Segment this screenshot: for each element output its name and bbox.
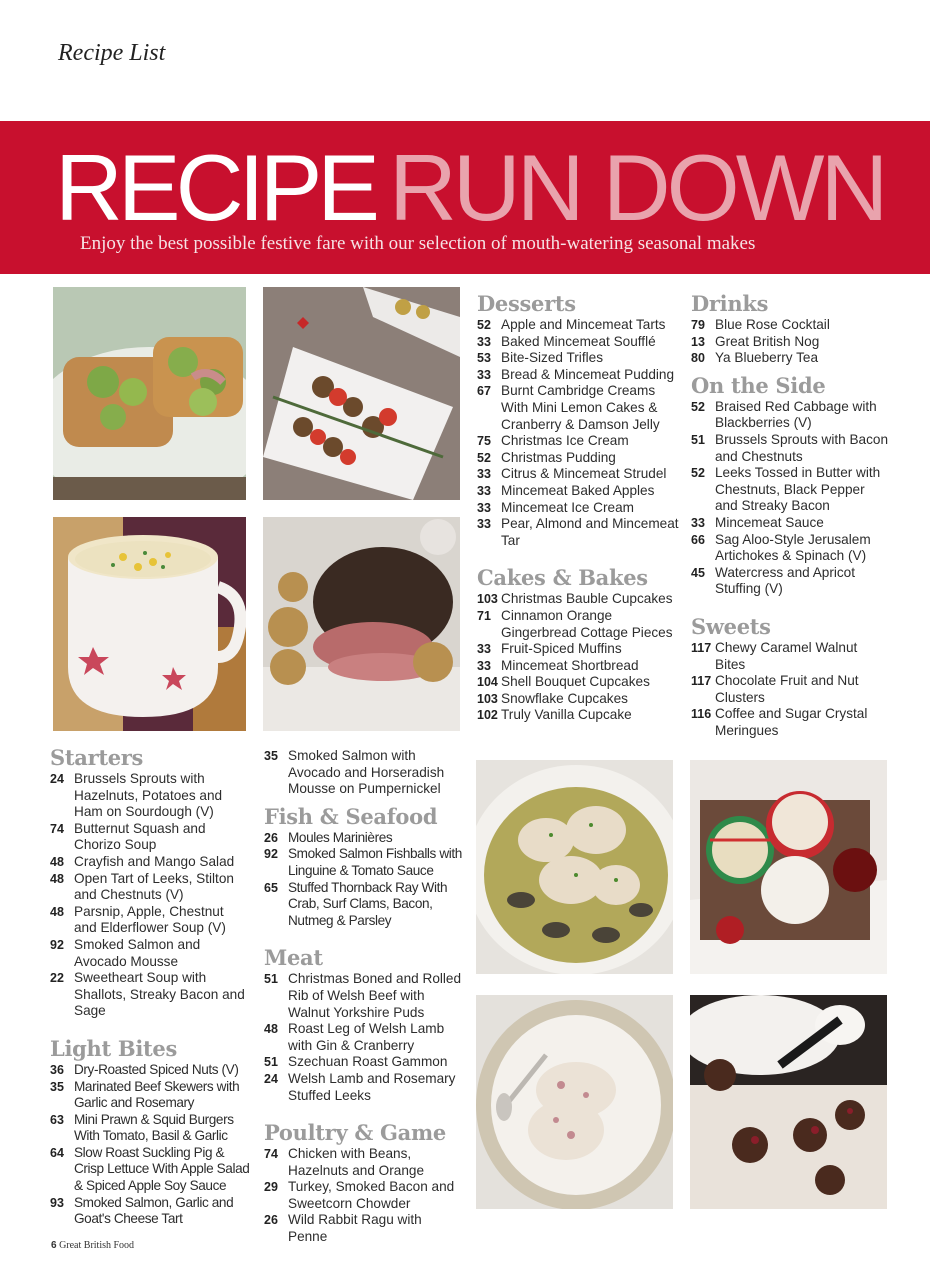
poultry-list [264,1146,464,1246]
recipe-name: Burnt Cambridge Creams With Mini Lemon Cakes & Cranberry & Damson Jelly [501,383,660,432]
recipe-page-number: 53 [477,351,491,366]
column-drinks-side-sweets [691,291,891,739]
recipe-page-number: 45 [691,565,705,580]
recipe-item [691,465,891,515]
recipe-name: Mini Prawn & Squid Burgers With Tomato, Basil & Garlic [74,1111,234,1144]
column-desserts-cakes [477,291,682,724]
recipe-page-number: 33 [691,515,705,530]
recipe-page-number: 48 [264,1022,278,1037]
recipe-page-number: 104 [477,675,498,690]
recipe-item [477,641,682,658]
recipe-name: Watercress and Apricot Stuffing (V) [715,564,856,597]
recipe-name: Sweetheart Soup with Shallots, Streaky Bacon and Sage [74,970,245,1019]
recipe-page-number: 33 [477,367,491,382]
recipe-name: Mincemeat Sauce [715,514,824,530]
recipe-name: Great British Nog [715,333,820,349]
category-fish-seafood: Fish & Seafood [264,803,438,829]
sweets-list [691,640,891,740]
recipe-page-number: 48 [50,871,64,886]
recipe-page-number: 80 [691,351,705,366]
recipe-item [691,673,891,706]
page-number: 6 [51,1240,57,1251]
recipe-item [477,658,682,675]
recipe-page-number: 102 [477,708,498,723]
recipe-page-number: 33 [477,467,491,482]
recipe-item [50,854,250,871]
recipe-page-number: 103 [477,592,498,607]
recipe-item [50,904,250,937]
category-on-the-side: On the Side [691,372,826,398]
recipe-name: Blue Rose Cocktail [715,317,830,332]
recipe-name: Chicken with Beans, Hazelnuts and Orange [288,1146,425,1178]
recipe-name: Christmas Bauble Cupcakes [501,591,673,607]
recipe-item [477,450,682,467]
recipe-item [264,1179,464,1212]
recipe-page-number: 33 [477,517,491,532]
recipe-name: Brussels Sprouts with Hazelnuts, Potatoes and Ham on Sourdough (V) [74,771,223,820]
desserts-list [477,317,682,549]
recipe-item [264,748,464,798]
recipe-page-number: 74 [50,821,64,836]
recipe-name: Christmas Pudding [501,449,616,465]
recipe-item [50,1062,250,1079]
recipe-item [477,691,682,708]
recipe-page-number: 26 [264,1213,278,1228]
recipe-page-number: 52 [477,450,491,465]
recipe-name: Slow Roast Suckling Pig & Crisp Lettuce With Apple Salad & Spiced Apple Soy Sauce [74,1144,250,1194]
recipe-name: Mincemeat Shortbread [501,657,639,673]
recipe-page-number: 29 [264,1180,278,1195]
recipe-item [691,399,891,432]
recipe-page-number: 22 [50,971,64,986]
recipe-name: Christmas Boned and Rolled Rib of Welsh Beef with Walnut Yorkshire Puds [288,971,462,1020]
recipe-page-number: 51 [264,972,278,987]
recipe-page-number: 48 [50,854,64,869]
recipe-item [50,871,250,904]
recipe-page-number: 48 [50,904,64,919]
recipe-item [477,674,682,691]
recipe-page-number: 117 [691,674,712,689]
recipe-item [50,1079,250,1112]
recipe-page-number: 103 [477,691,498,706]
recipe-name: Smoked Salmon with Avocado and Horseradish Mousse on Pumpernickel [288,748,445,797]
page-subtitle: Enjoy the best possible festive fare with our selection of mouth-watering seasonal makes [80,233,756,254]
photo-chowder [53,517,246,731]
photo-cupcakes [690,760,887,974]
recipe-page-number: 93 [50,1195,64,1210]
recipe-name: Brussels Sprouts with Bacon and Chestnuts [715,431,889,464]
recipe-name: Baked Mincemeat Soufflé [501,333,656,349]
recipe-name: Stuffed Thornback Ray With Crab, Surf Clams, Bacon, Nutmeg & Parsley [288,879,448,928]
drinks-list [691,317,891,367]
recipe-item [691,317,891,334]
recipe-page-number: 52 [691,399,705,414]
category-cakes-bakes: Cakes & Bakes [477,565,648,591]
starters-list [50,771,250,1020]
recipe-name: Braised Red Cabbage with Blackberries (V) [715,398,877,431]
category-desserts: Desserts [477,291,576,316]
recipe-item [691,706,891,739]
column-fish-meat-poultry [264,748,464,1246]
side-list [691,399,891,598]
recipe-item [50,937,250,970]
recipe-name: Dry-Roasted Spiced Nuts (V) [74,1061,239,1077]
recipe-item [477,608,682,641]
recipe-item [477,591,682,608]
recipe-item [264,1146,464,1179]
photo-skewers [263,287,460,500]
recipe-name: Turkey, Smoked Bacon and Sweetcorn Chowder [288,1179,455,1211]
category-sweets: Sweets [691,613,771,639]
recipe-name: Mincemeat Ice Cream [501,499,634,515]
recipe-page-number: 64 [50,1145,64,1160]
recipe-item [264,880,464,930]
recipe-name: Marinated Beef Skewers with Garlic and Rosemary [74,1078,240,1111]
recipe-item [50,1145,250,1195]
recipe-item [264,971,464,1021]
recipe-page-number: 66 [691,532,705,547]
recipe-name: Mincemeat Baked Apples [501,482,655,498]
recipe-name: Snowflake Cupcakes [501,690,628,706]
recipe-page-number: 116 [691,707,712,722]
recipe-item [50,821,250,854]
recipe-page-number: 33 [477,658,491,673]
recipe-item [477,466,682,483]
recipe-item [477,500,682,517]
recipe-name: Leeks Tossed in Butter with Chestnuts, Black Pepper and Streaky Bacon [715,465,881,514]
recipe-name: Parsnip, Apple, Chestnut and Elderflower Soup (V) [74,903,226,936]
page-footer [51,1240,134,1251]
recipe-page-number: 79 [691,318,705,332]
recipe-name: Crayfish and Mango Salad [74,853,235,869]
recipe-name: Smoked Salmon, Garlic and Goat's Cheese Tart [74,1194,234,1227]
recipe-item [477,707,682,724]
recipe-page-number: 52 [691,466,705,481]
recipe-item [691,432,891,465]
recipe-item [477,433,682,450]
recipe-page-number: 117 [691,640,712,655]
recipe-item [691,350,891,367]
recipe-item [50,1112,250,1145]
recipe-page-number: 35 [50,1079,64,1094]
title-secondary: RUN DOWN [388,135,885,240]
recipe-page-number: 24 [50,772,64,786]
recipe-page-number: 36 [50,1062,64,1077]
recipe-name: Christmas Ice Cream [501,433,629,449]
recipe-page-number: 33 [477,334,491,349]
recipe-item [50,771,250,821]
recipe-name: Welsh Lamb and Rosemary Stuffed Leeks [288,1070,456,1103]
recipe-name: Ya Blueberry Tea [715,350,819,366]
recipe-item [477,317,682,334]
recipe-page-number: 33 [477,483,491,498]
recipe-item [477,350,682,367]
recipe-name: Szechuan Roast Gammon [288,1054,448,1070]
recipe-page-number: 35 [264,749,278,763]
magazine-name: Great British Food [59,1240,135,1251]
recipe-item [477,334,682,351]
fish-list [264,830,464,930]
recipe-item [691,640,891,673]
recipe-name: Smoked Salmon and Avocado Mousse [74,936,201,969]
recipe-page-number: 33 [477,500,491,515]
recipe-item [691,515,891,532]
photo-chocolate-clusters [690,995,887,1209]
recipe-name: Wild Rabbit Ragu with Penne [288,1212,422,1245]
recipe-name: Open Tart of Leeks, Stilton and Chestnuts (V) [74,870,234,903]
recipe-item [264,1054,464,1071]
recipe-name: Coffee and Sugar Crystal Meringues [715,706,868,738]
page-title [55,135,885,240]
recipe-name: Citrus & Mincemeat Strudel [501,466,667,482]
recipe-name: Shell Bouquet Cupcakes [501,674,650,690]
column-starters-lightbites [50,745,250,1228]
recipe-page-number: 74 [264,1147,278,1162]
recipe-name: Chocolate Fruit and Nut Clusters [715,673,859,705]
recipe-item [477,383,682,433]
category-drinks: Drinks [691,291,769,316]
recipe-page-number: 51 [691,432,705,447]
recipe-item [264,1021,464,1054]
starters-cont-list [264,748,464,798]
recipe-page-number: 67 [477,384,491,399]
recipe-item [264,1071,464,1104]
photo-seafood-bowl [476,760,673,974]
recipe-page-number: 63 [50,1112,64,1127]
recipe-name: Pear, Almond and Mincemeat Tar [501,516,679,548]
recipe-name: Sag Aloo-Style Jerusalem Artichokes & Spinach (V) [715,531,871,564]
recipe-page-number: 92 [50,937,64,952]
category-meat: Meat [264,945,323,971]
recipe-item [264,846,464,879]
photo-sprouts-toast [53,287,246,500]
recipe-page-number: 26 [264,830,278,845]
recipe-page-number: 92 [264,847,278,862]
recipe-item [264,1212,464,1245]
recipe-page-number: 24 [264,1071,278,1086]
category-starters: Starters [50,745,144,770]
recipe-item [691,565,891,598]
recipe-page-number: 71 [477,608,491,623]
recipe-item [691,532,891,565]
recipe-page-number: 75 [477,434,491,449]
recipe-item [50,1195,250,1228]
recipe-name: Roast Leg of Welsh Lamb with Gin & Cranberry [288,1021,445,1053]
recipe-item [477,367,682,384]
category-poultry-game: Poultry & Game [264,1120,446,1146]
recipe-page-number: 33 [477,642,491,657]
recipe-name: Bite-Sized Trifles [501,350,603,366]
recipe-item [477,516,682,549]
cakes-list [477,591,682,724]
category-light-bites: Light Bites [50,1035,178,1061]
photo-roast-beef [263,517,460,731]
recipe-name: Fruit-Spiced Muffins [501,641,622,657]
recipe-name: Butternut Squash and Chorizo Soup [74,820,206,853]
recipe-name: Bread & Mincemeat Pudding [501,366,675,382]
recipe-item [477,483,682,500]
recipe-name: Smoked Salmon Fishballs with Linguine & Tomato Sauce [288,846,462,878]
recipe-page-number: 52 [477,318,491,332]
photo-meringue [476,995,673,1209]
title-primary: RECIPE [55,135,375,240]
recipe-page-number: 13 [691,334,705,349]
recipe-name: Cinnamon Orange Gingerbread Cottage Pieces [501,607,673,640]
light-bites-list [50,1062,250,1228]
recipe-name: Apple and Mincemeat Tarts [501,317,666,332]
meat-list [264,971,464,1104]
recipe-item [50,970,250,1020]
recipe-item [691,334,891,351]
recipe-name: Moules Marinières [288,829,393,845]
section-label: Recipe List [58,40,166,66]
recipe-item [264,830,464,847]
recipe-name: Chewy Caramel Walnut Bites [715,639,858,672]
recipe-page-number: 51 [264,1055,278,1070]
recipe-name: Truly Vanilla Cupcake [501,707,632,723]
recipe-page-number: 65 [264,880,278,895]
